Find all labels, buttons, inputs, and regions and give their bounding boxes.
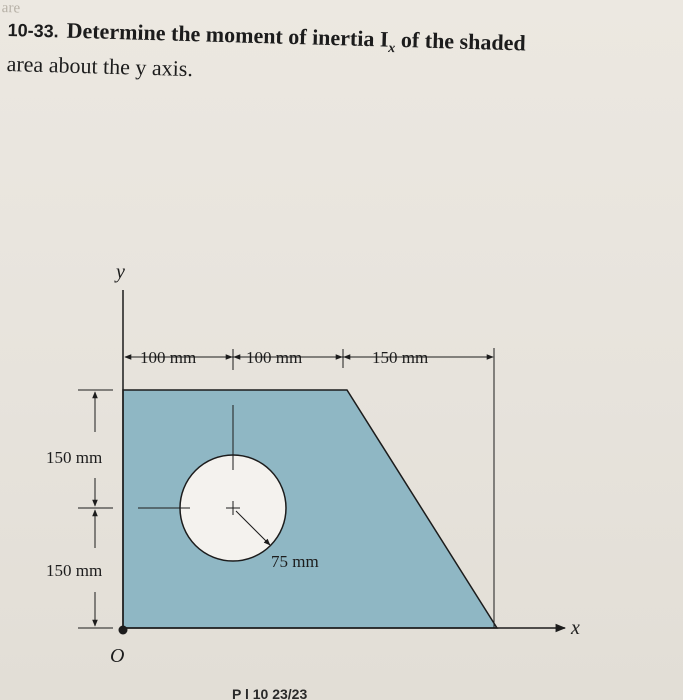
problem-text-part2: of the shaded — [395, 26, 527, 56]
dim-top-1-label: 100 mm — [140, 348, 197, 367]
origin-dot — [119, 626, 128, 635]
origin-label: O — [110, 645, 125, 667]
dim-left-upper-label: 150 mm — [46, 448, 103, 467]
dim-radius-label: 75 mm — [271, 552, 319, 571]
problem-line-2: area about the y axis. — [6, 51, 194, 82]
page-footer: P l 10 23/23 — [232, 686, 308, 700]
x-axis-label: x — [571, 617, 580, 639]
bleed-text-top: are — [1, 0, 21, 17]
shaded-area — [123, 390, 497, 628]
y-axis-label: y — [116, 261, 125, 283]
problem-number: 10-33. — [7, 19, 59, 42]
dim-top-2-label: 100 mm — [246, 348, 303, 367]
problem-subscript: x — [388, 41, 396, 57]
dim-top-3-label: 150 mm — [372, 348, 429, 367]
dim-left-lower-label: 150 mm — [46, 561, 103, 580]
problem-text-part1: Determine the moment of inertia I — [66, 17, 389, 52]
